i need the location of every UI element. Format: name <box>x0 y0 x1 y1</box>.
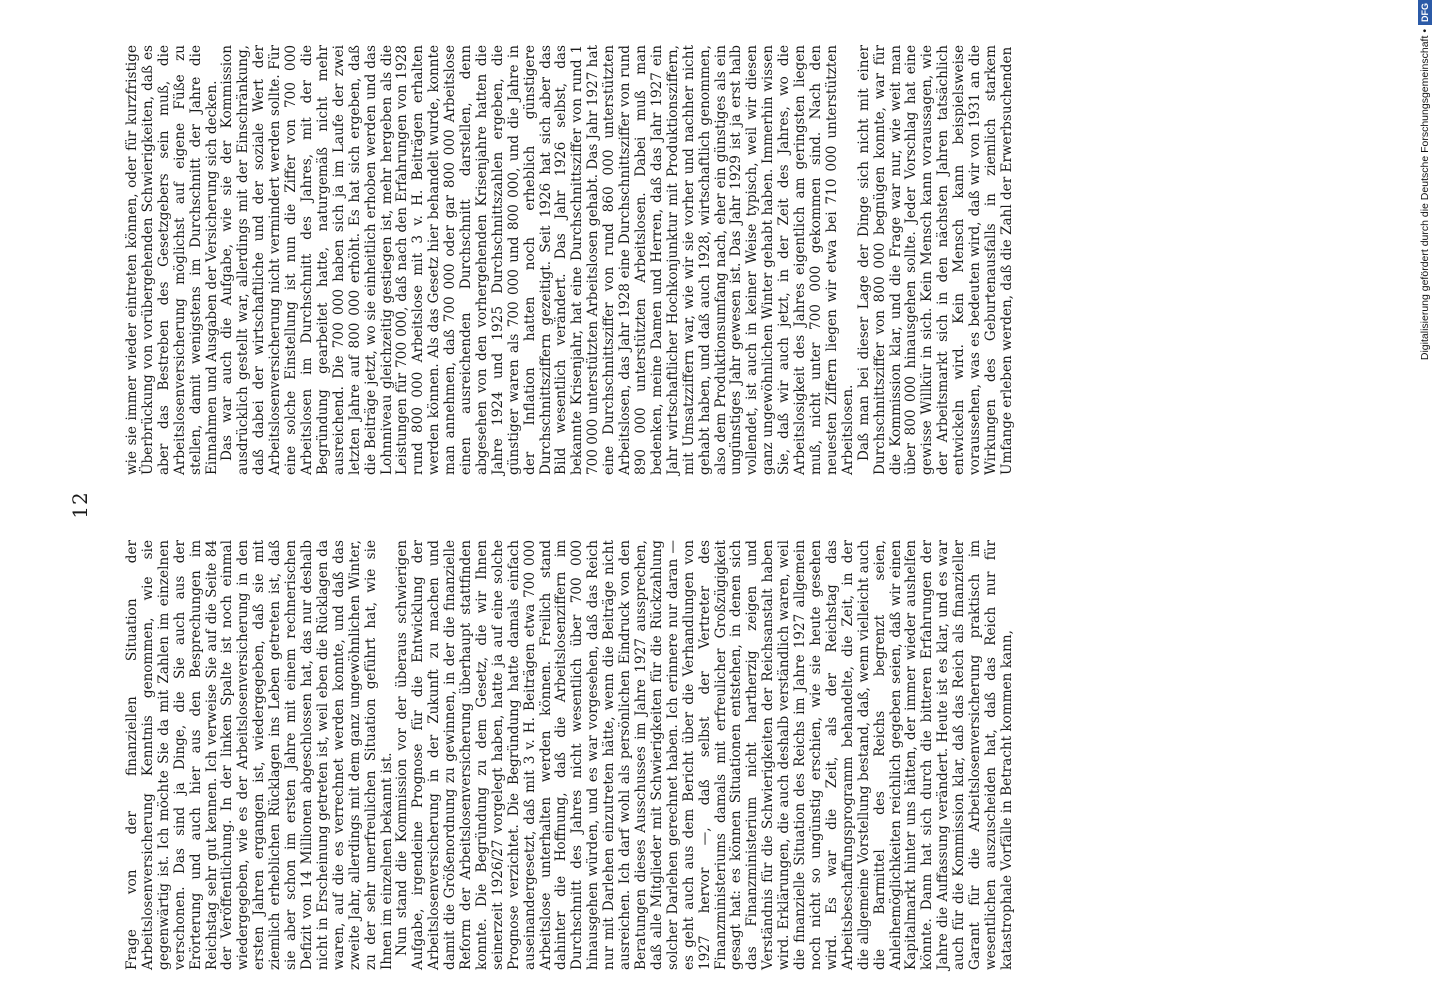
dfg-logo: DFG <box>1418 0 1432 25</box>
stamp-text: Digitalisierung gefördert durch die Deutsche Forschungsgemeinschaft • <box>1419 29 1431 361</box>
paragraph: Frage von der finanziellen Situation der Arbeitslosenversicherung Kenntnis genommen, wie sie gegenwärtig ist. Ich möchte Sie da mit Zahlen im einzelnen verschonen. Das sind ja Dinge, die Sie auch aus der Erörterung und auch hier aus den Besprechungen im Reichstag sehr gut kennen. Ich verweise Sie auf die Seite 84 der Veröffentlichung. In der linken Spalte ist noch einmal wiedergegeben, wie es der Arbeitslosenversicherung in den ersten Jahren ergangen ist, wiedergegeben, daß sie mit ziemlich erheblichen Rücklagen ins Leben getreten ist, daß sie aber schon im ersten Jahre mit einem rechnerischen Defizit von 14 Millionen abgeschlossen hat, das nur deshalb nicht in Erscheinung getreten ist, weil eben die Rücklagen da waren, auf die es verrechnet werden konnte, und daß das zweite Jahr, allerdings mit dem ganz ungewöhnlichen Winter, zu der sehr unerfreulichen Situation geführt hat, wie sie Ihnen im einzelnen bekannt ist. <box>124 540 395 970</box>
digitization-stamp <box>1416 0 1434 1000</box>
left-column <box>125 540 1016 970</box>
paragraph: Das war auch die Aufgabe, wie sie der Kommission ausdrücklich gestellt war, allerdings mit der Einschränkung, daß dabei der wirtschaftliche und der soziale Wert der Arbeitslosenversicherung nicht vermindert werden sollte. Für eine solche Einstellung ist nun die Ziffer von 700 000 Arbeitslosen im Durchschnitt des Jahres, mit der die Begründung gearbeitet hatte, naturgemäß nicht mehr ausreichend. Die 700 000 haben sich ja im Laufe der zwei letzten Jahre auf 800 000 erhöht. Es hat sich ergeben, daß die Beiträge jetzt, wo sie einheitlich erhoben werden und das Lohnniveau gleichzeitig gestiegen ist, mehr hergeben als die Leistungen für 700 000, daß nach den Erfahrungen von 1928 rund 800 000 Arbeitslose mit 3 v. H. Beiträgen erhalten werden können. Als das Gesetz hier behandelt wurde, konnte man annehmen, daß 700 000 oder gar 800 000 Arbeitslose einen ausreichenden Durchschnitt darstellen, denn abgesehen von den vorhergehenden Krisenjahre hatten die Jahre 1924 und 1925 Durchschnittszahlen ergeben, die günstiger waren als 700 000 und 800 000, und die Jahre in der Inflation hatten noch erheblich günstigere Durchschnittsziffern gezeitigt. Seit 1926 hat sich aber das Bild wesentlich verändert. Das Jahr 1926 selbst, das bekannte Krisenjahr, hat eine Durchschnittsziffer von rund 1 700 000 unterstützten Arbeitslosen gehabt. Das Jahr 1927 hat eine Durchschnittsziffer von rund 860 000 unterstützten Arbeitslosen, das Jahr 1928 eine Durchschnittsziffer von rund 890 000 unterstützten Arbeitslosen. Dabei muß man bedenken, meine Damen und Herren, daß das Jahr 1927 ein Jahr wirtschaftlicher Hochkonjunktur mit Produktionsziffern, mit Umsatzziffern war, wie wir sie vorher und nachher nicht gehabt haben, und daß auch 1928, wirtschaftlich genommen, also dem Produktionsumfang nach, eher ein günstiges als ein ungünstiges Jahr gewesen ist. Das Jahr 1929 ist ja erst halb vollendet, ist auch in keiner Weise typisch, weil wir diesen ganz ungewöhnlichen Winter gehabt haben. Immerhin wissen Sie, daß wir auch jetzt, in der Zeit des Jahres, wo die Arbeitslosigkeit des Jahres eigentlich am geringsten liegen muß, nicht unter 700 000 gekommen sind. Nach den neuesten Ziffern liegen wir etwa bei 710 000 unterstützten Arbeitslosen. <box>219 44 856 475</box>
paragraph: wie sie immer wieder eintreten können, oder für kurzfristige Überbrückung von vorübergehenden Schwierigkeiten, daß es aber das Bestreben des Gesetzgebers sein muß, die Arbeitslosenversicherung möglichst auf eigene Füße zu stellen, damit wenigstens im Durchschnitt der Jahre die Einnahmen und Ausgaben der Versicherung sich decken. <box>124 45 220 475</box>
scanned-page <box>20 10 1420 1000</box>
paragraph: Daß man bei dieser Lage der Dinge sich nicht mit einer Durchschnittsziffer von 800 000 begnügen konnte, war für die Kommission klar, und die Frage war nur, wie weit man über 800 000 hinausgehen sollte. Jeder Vorschlag hat eine gewisse Willkür in sich. Kein Mensch kann voraussagen, wie der Arbeitsmarkt sich in den nächsten Jahren tatsächlich entwickeln wird. Kein Mensch kann beispielsweise voraussehen, was es bedeuten wird, daß wir von 1931 an die Wirkungen des Geburtenausfalls in ziemlich starkem Umfange erleben werden, daß die Zahl der Erwerbsuchenden <box>855 45 1015 475</box>
page-number: 12 <box>68 491 92 519</box>
paragraph: Nun stand die Kommission vor der überaus schwierigen Aufgabe, irgendeine Prognose für die Entwicklung der Arbeitslosenversicherung in der Zukunft zu machen und damit die Größenordnung zu gewinnen, in der die finanzielle Reform der Arbeitslosenversicherung überhaupt stattfinden konnte. Die Begründung zu dem Gesetz, die wir Ihnen seinerzeit 1926/27 vorgelegt haben, hatte ja auf eine solche Prognose verzichtet. Die Begründung hatte damals einfach auseinandergesetzt, daß mit 3 v. H. Beiträgen etwa 700 000 Arbeitslose unterhalten werden können. Freilich stand dahinter die Hoffnung, daß die Arbeitslosenziffern im Durchschnitt des Jahres nicht wesentlich über 700 000 hinausgehen würden, und es war vorgesehen, daß das Reich nur mit Darlehen einzutreten hätte, wenn die Beiträge nicht ausreichen. Ich darf wohl als persönlichen Eindruck von den Beratungen dieses Ausschusses im Jahre 1927 aussprechen, daß alle Mitglieder mit Schwierigkeiten für die Rückzahlung solcher Darlehen gerechnet haben. Ich erinnere nur daran — es geht auch aus dem Bericht über die Verhandlungen von 1927 hervor —, daß selbst der Vertreter des Finanzministeriums damals mit erfreulicher Großzügigkeit gesagt hat: es können Situationen entstehen, in denen sich das Finanzministerium nicht hartherzig zeigen und Verständnis für die Schwierigkeiten der Reichsanstalt haben wird. Erklärungen, die auch deshalb verständlich waren, weil die finanzielle Situation des Reichs im Jahre 1927 allgemein noch nicht so ungünstig erschien, wie sie heute gesehen wird. Es war die Zeit, als der Reichstag das Arbeitsbeschaffungsprogramm behandelte, die Zeit, in der die allgemeine Vorstellung bestand, daß, wenn vielleicht auch die Barmittel des Reichs begrenzt seien, Anleihemöglichkeiten reichlich gegeben seien, daß wir einen Kapitalmarkt hinter uns hätten, der immer wieder aushelfen könnte. Dann hat sich durch die bitteren Erfahrungen der Jahre die Auffassung verändert. Heute ist es klar, und es war auch für die Kommission klar, daß das Reich als finanzieller Garant für die Arbeitslosenversicherung praktisch im wesentlichen auszuscheiden hat, daß das Reich nur für katastrophale Vorfälle in Betracht kommen kann, <box>394 540 1015 970</box>
right-column <box>125 45 1016 475</box>
